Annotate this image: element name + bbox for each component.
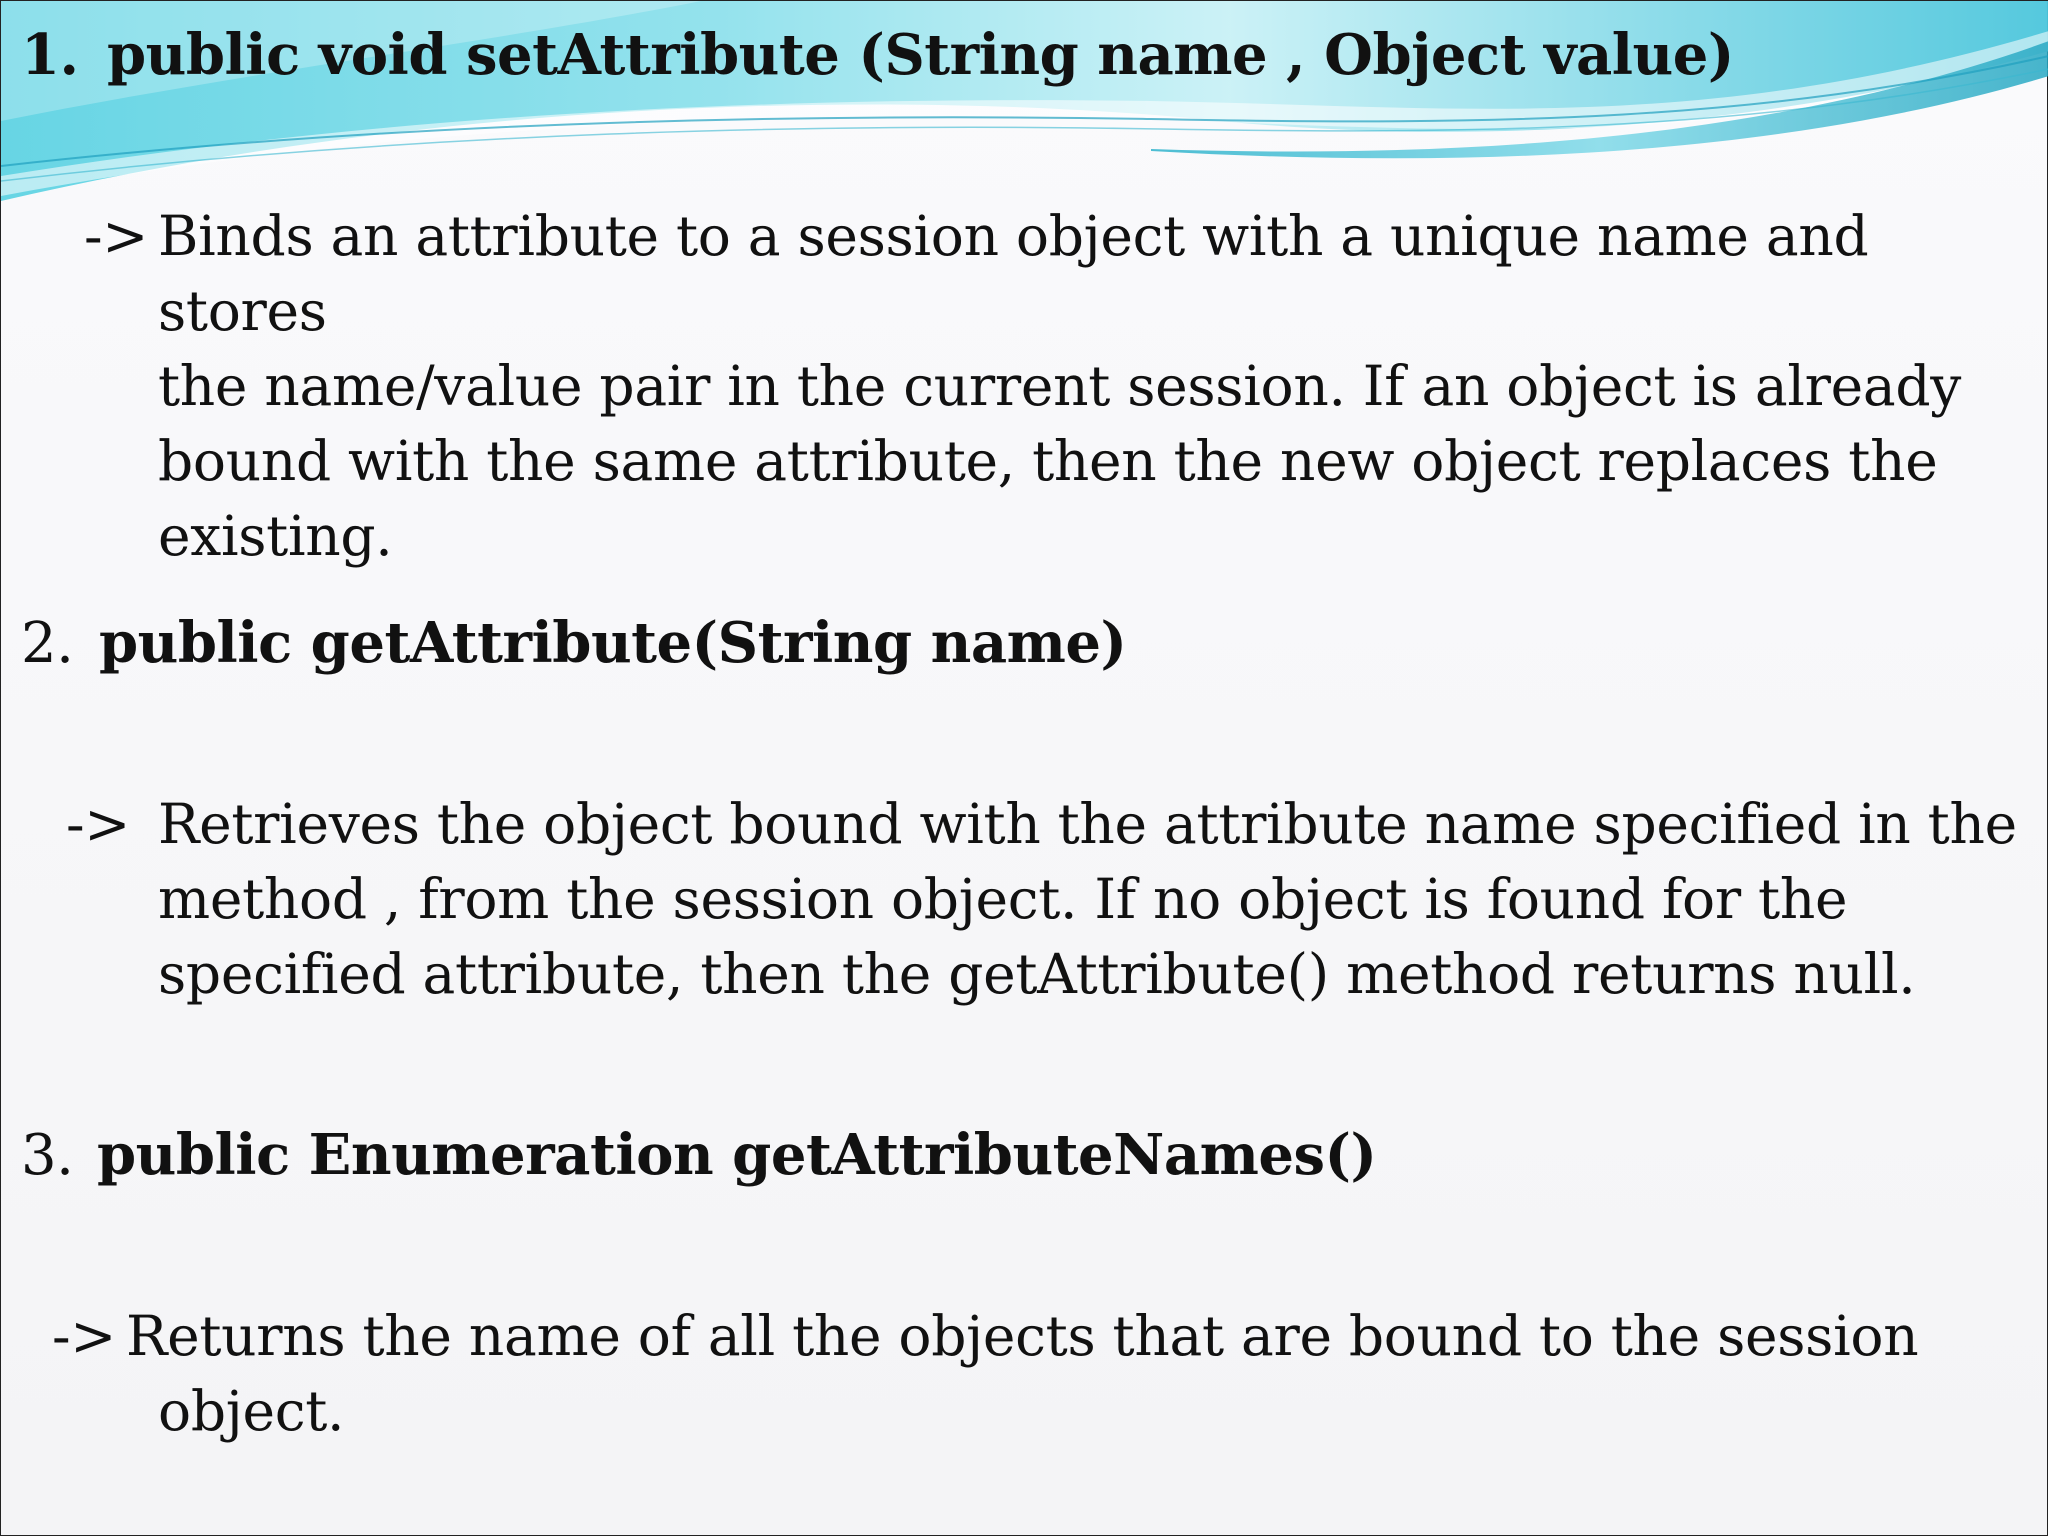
method-signature: public Enumeration getAttributeNames() bbox=[97, 1122, 1377, 1188]
arrow-marker: -> bbox=[84, 204, 149, 268]
description-line: specified attribute, then the getAttribute() method returns null. bbox=[158, 942, 1916, 1006]
description-line: Retrieves the object bound with the attribute name specified in the bbox=[158, 792, 2017, 856]
method-heading-3 bbox=[21, 1123, 1377, 1188]
description-line: Binds an attribute to a session object with a unique name and stores bbox=[158, 204, 1869, 343]
arrow-marker: -> bbox=[52, 1304, 117, 1368]
description-line: existing. bbox=[158, 504, 393, 568]
item-number: 3. bbox=[21, 1123, 74, 1188]
method-signature: public void setAttribute (String name , Object value) bbox=[107, 22, 1734, 88]
description-line: bound with the same attribute, then the new object replaces the bbox=[158, 429, 1938, 493]
method-heading-2 bbox=[21, 611, 1127, 676]
description-line: Returns the name of all the objects that are bound to the session bbox=[126, 1304, 1919, 1368]
method-signature: public getAttribute(String name) bbox=[99, 610, 1127, 676]
method-description-3 bbox=[52, 1299, 2018, 1449]
description-line: object. bbox=[158, 1379, 345, 1443]
description-line: method , from the session object. If no object is found for the bbox=[158, 867, 1848, 931]
method-description-2 bbox=[66, 787, 2018, 1012]
item-number: 1. bbox=[21, 22, 79, 88]
method-heading-1 bbox=[21, 23, 1734, 87]
item-number: 2. bbox=[21, 611, 74, 676]
description-line: the name/value pair in the current session. If an object is already bbox=[158, 354, 1962, 418]
arrow-marker: -> bbox=[66, 792, 131, 856]
method-description-1 bbox=[84, 199, 2018, 574]
